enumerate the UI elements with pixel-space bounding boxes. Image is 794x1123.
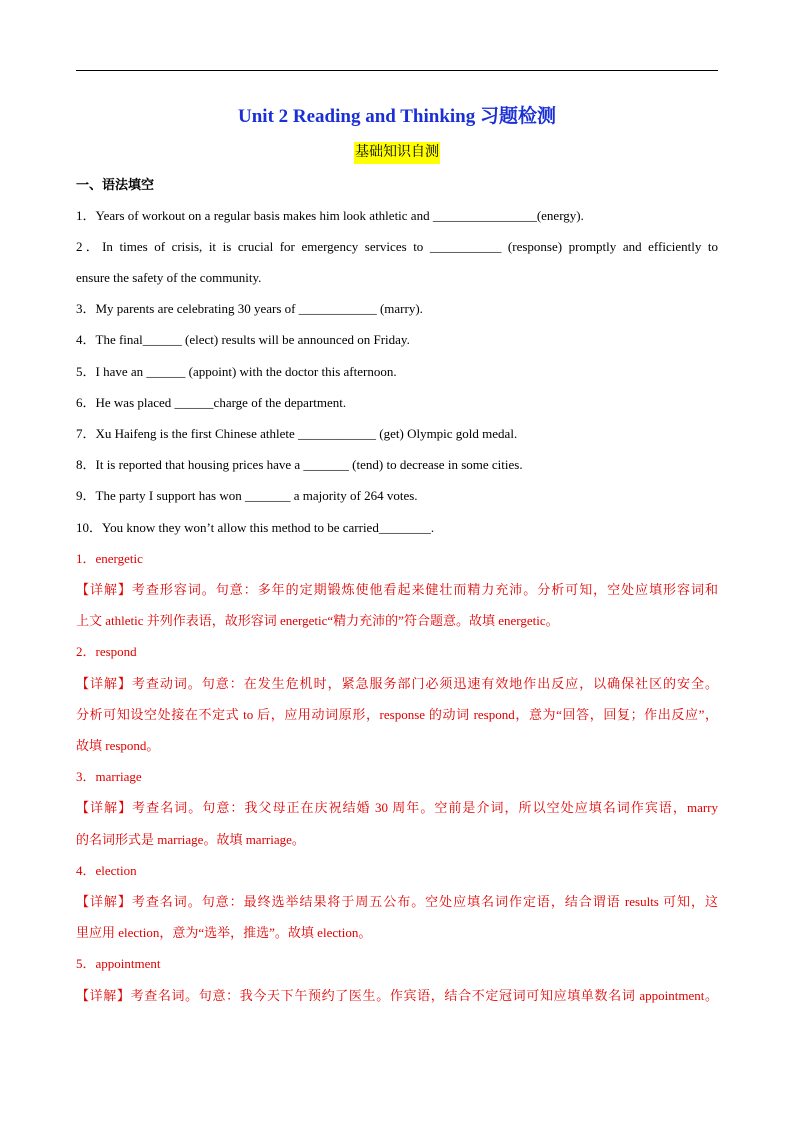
question-line: 8．It is reported that housing prices have a _______ (tend) to decrease in some cities. [76, 457, 523, 472]
question-line: 7．Xu Haifeng is the first Chinese athlete ____________ (get) Olympic gold medal. [76, 426, 518, 441]
question-line: 9．The party I support has won _______ a majority of 264 votes. [76, 488, 418, 503]
answer-key: 4．election [76, 863, 137, 878]
answer-explanation: 【详解】考查动词。句意：在发生危机时，紧急服务部门必须迅速有效地作出反应，以确保社区的安全。 [76, 676, 718, 691]
answer-key: 2．respond [76, 644, 137, 659]
answer-explanation: 【详解】考查名词。句意：最终选举结果将于周五公布。空处应填名词作定语，结合谓语 results 可知，这 [76, 894, 718, 909]
answer-key: 1．energetic [76, 551, 143, 566]
answer-explanation: 里应用 election，意为“选举，推选”。故填 election。 [76, 925, 372, 940]
section-heading: 一、语法填空 [76, 177, 155, 192]
question-line: 10．You know they won’t allow this method to be carried________. [76, 520, 435, 535]
answer-key: 3．marriage [76, 769, 142, 784]
answer-explanation: 分析可知设空处接在不定式 to 后，应用动词原形，response 的动词 respond，意为“回答，回复；作出反应”， [76, 707, 718, 722]
question-line: 2．In times of crisis, it is crucial for emergency services to ___________ (response) promptly and efficiently to [76, 239, 718, 254]
question-line: 1．Years of workout on a regular basis makes him look athletic and ________________(energy). [76, 208, 584, 223]
answer-explanation: 【详解】考查名词。句意：我今天下午预约了医生。作宾语，结合不定冠词可知应填单数名词 appointment。 [76, 988, 718, 1003]
page-subtitle: 基础知识自测 [354, 142, 440, 164]
answer-key: 5．appointment [76, 956, 161, 971]
question-line: 3．My parents are celebrating 30 years of ____________ (marry). [76, 301, 423, 316]
answer-explanation: 【详解】考查形容词。句意：多年的定期锻炼使他看起来健壮而精力充沛。分析可知，空处应填形容词和 [76, 582, 718, 597]
question-line: ensure the safety of the community. [76, 270, 262, 285]
question-line: 6．He was placed ______charge of the department. [76, 395, 347, 410]
question-line: 4．The final______ (elect) results will be announced on Friday. [76, 332, 410, 347]
page-title: Unit 2 Reading and Thinking 习题检测 [238, 106, 556, 127]
answer-explanation: 故填 respond。 [76, 738, 160, 753]
subtitle-row [76, 142, 718, 164]
answer-explanation: 的名词形式是 marriage。故填 marriage。 [76, 832, 305, 847]
header-rule [76, 70, 718, 71]
answer-explanation: 【详解】考查名词。句意：我父母正在庆祝结婚 30 周年。空前是介词，所以空处应填名词作宾语，marry [76, 800, 718, 815]
question-line: 5．I have an ______ (appoint) with the doctor this afternoon. [76, 364, 397, 379]
answer-explanation: 上文 athletic 并列作表语，故形容词 energetic“精力充沛的”符合题意。故填 energetic。 [76, 613, 559, 628]
